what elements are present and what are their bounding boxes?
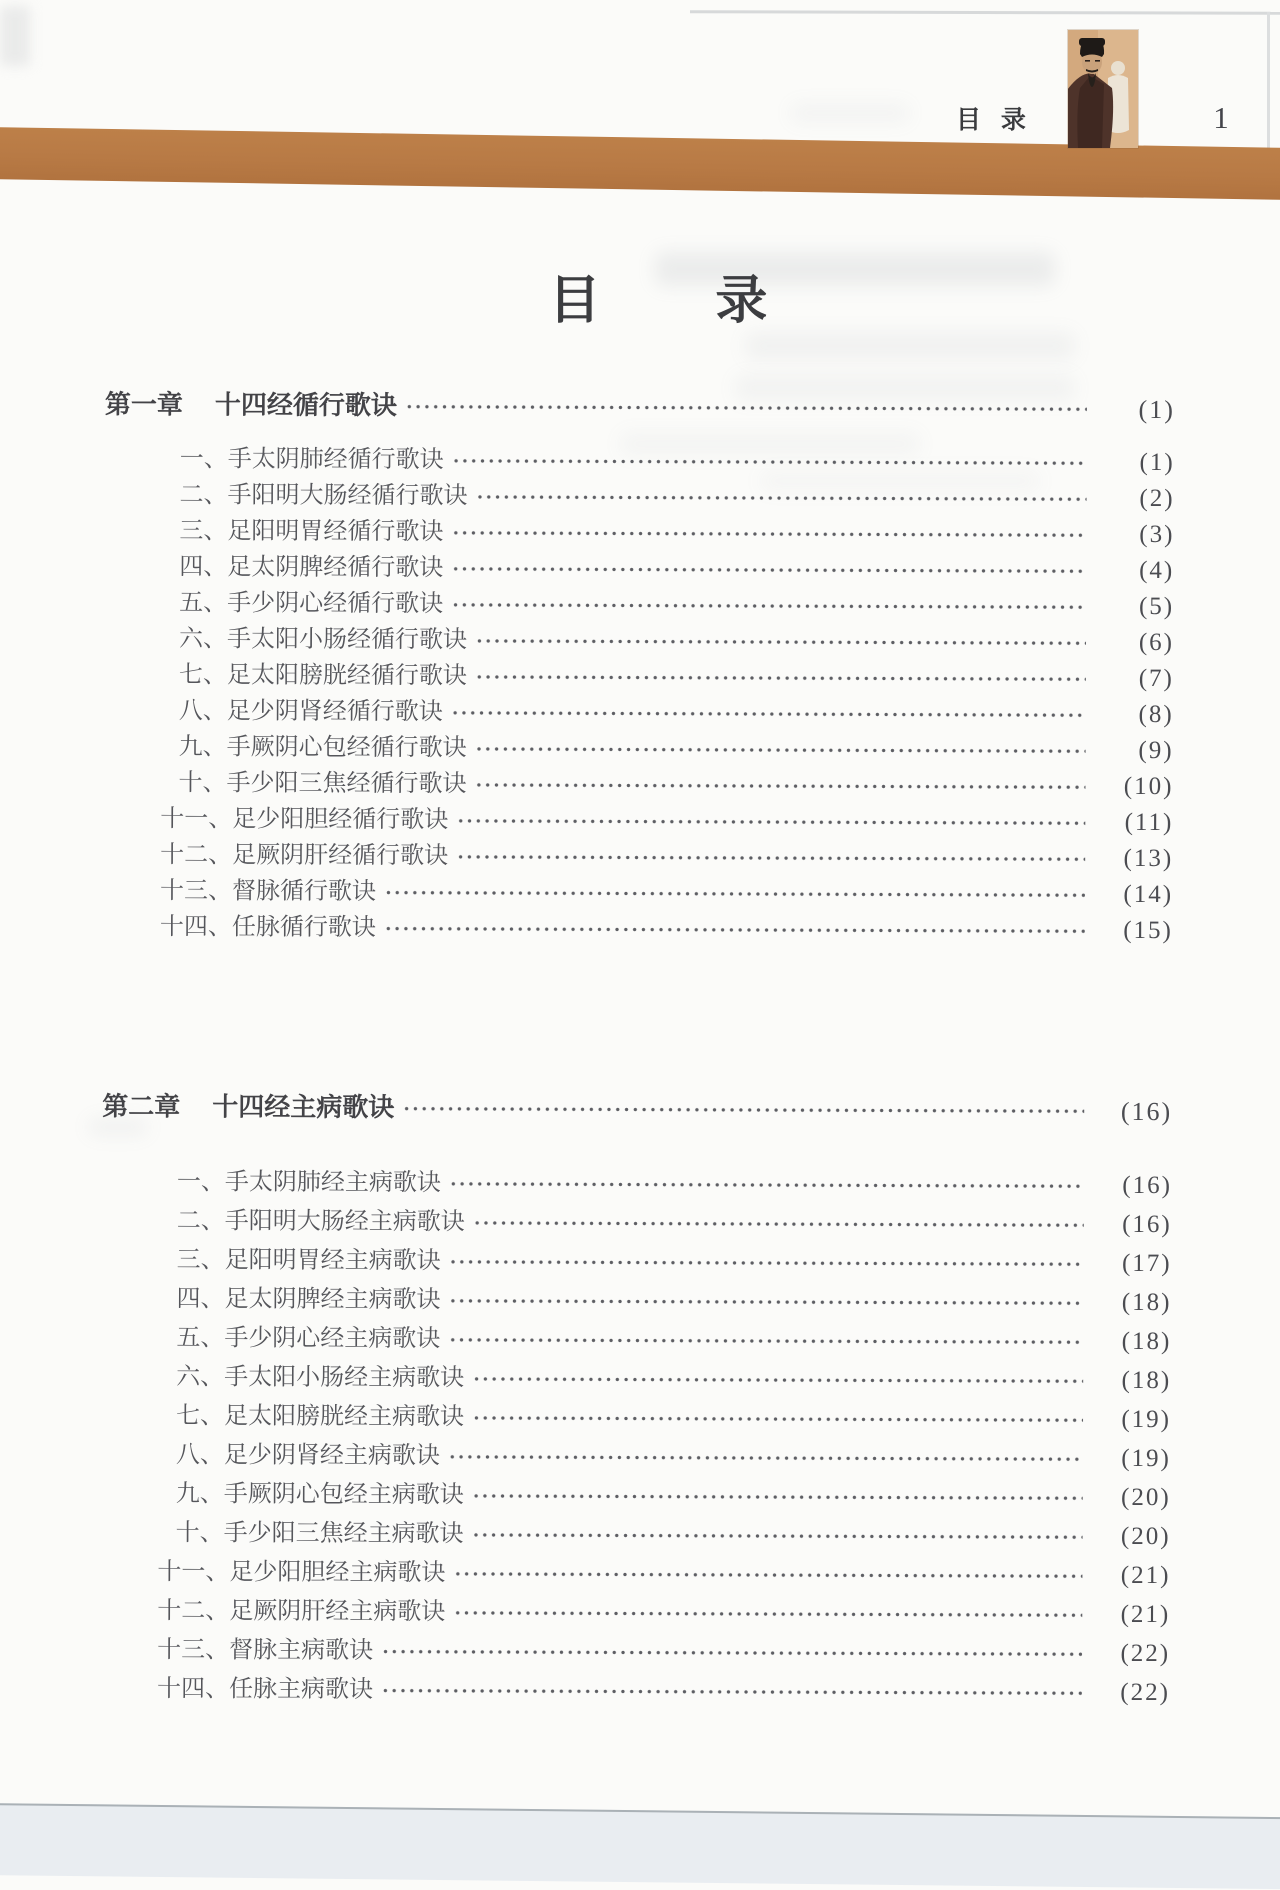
chapter-heading — [105, 385, 1175, 425]
toc-entry-title: 四、足太阴脾经循行歌诀 — [179, 554, 444, 582]
toc-entry-title: 三、足阳明胃经主病歌诀 — [176, 1247, 441, 1275]
toc-entry-page: (18) — [1121, 1366, 1172, 1395]
physician-portrait-image — [1068, 30, 1138, 148]
toc-entry-page: (2) — [1139, 484, 1175, 513]
toc-entry — [101, 1313, 1171, 1356]
toc-entry-page: (21) — [1120, 1561, 1171, 1590]
dot-leader — [447, 1253, 1084, 1272]
toc-entry-page: (16) — [1122, 1171, 1172, 1200]
toc-entry-page: (16) — [1122, 1210, 1172, 1239]
toc-entry-title: 八、足少阴肾经循行歌诀 — [178, 698, 443, 726]
toc-entry-page: (21) — [1120, 1600, 1171, 1629]
toc-entry-title: 十四、任脉循行歌诀 — [159, 914, 376, 942]
toc-entry — [105, 437, 1175, 477]
toc-entry-page: (9) — [1138, 736, 1174, 765]
toc-entry-title: 八、足少阴肾经主病歌诀 — [175, 1442, 440, 1470]
toc-entry-title: 七、足太阳膀胱经循行歌诀 — [178, 662, 467, 690]
toc-entry — [101, 1430, 1171, 1473]
toc-entry-page: (11) — [1124, 808, 1174, 837]
chapter-1-entries — [103, 437, 1175, 945]
toc-entry-title: 十、手少阳三焦经循行歌诀 — [178, 770, 467, 798]
toc-entry — [102, 1157, 1172, 1200]
toc-entry — [104, 581, 1174, 621]
bleed-through-smudge — [745, 332, 1075, 360]
toc-entry — [101, 1508, 1171, 1551]
toc-entry-page: (20) — [1121, 1483, 1171, 1512]
chapter-label: 第一章 — [104, 388, 183, 420]
dot-leader — [446, 1292, 1083, 1311]
dot-leader — [471, 1214, 1084, 1233]
toc-entry-title: 六、手太阳小肠经循行歌诀 — [178, 626, 468, 654]
dot-leader — [454, 848, 1085, 867]
dot-leader — [446, 1448, 1083, 1467]
dot-leader — [474, 488, 1087, 507]
toc-entry-title: 一、手太阴肺经主病歌诀 — [176, 1169, 441, 1197]
dot-leader — [449, 704, 1086, 723]
toc-entry-page: (20) — [1120, 1522, 1171, 1551]
toc-entry-title: 五、手少阴心经主病歌诀 — [176, 1325, 441, 1353]
chapter-page-number: (16) — [1120, 1096, 1173, 1127]
chapter-page-number: (1) — [1138, 394, 1175, 425]
dot-leader — [472, 776, 1085, 795]
toc-entry — [103, 905, 1173, 945]
toc-entry-title: 四、足太阴脾经主病歌诀 — [176, 1286, 441, 1314]
toc-entry-page: (13) — [1123, 844, 1174, 873]
dot-leader — [451, 1565, 1082, 1584]
toc-entry-title: 三、足阳明胃经循行歌诀 — [179, 518, 444, 546]
toc-entry-title: 十一、足少阳胆经主病歌诀 — [157, 1559, 446, 1587]
page-title: 目 录 — [548, 272, 772, 330]
toc-entry — [104, 725, 1174, 765]
toc-entry-title: 十四、任脉主病歌诀 — [156, 1676, 374, 1704]
toc-entry — [101, 1391, 1171, 1434]
toc-entry-title: 十三、督脉主病歌诀 — [157, 1637, 374, 1665]
scan-edge-top-line — [690, 10, 1280, 15]
dot-leader — [447, 1175, 1084, 1194]
scan-corner-smudge — [0, 6, 30, 66]
running-header: 目 录 — [956, 106, 1028, 134]
toc-entry-page: (19) — [1121, 1405, 1172, 1434]
toc-entry-title: 十三、督脉循行歌诀 — [160, 878, 377, 906]
toc-entry — [104, 689, 1174, 729]
toc-entry-title: 七、足太阳膀胱经主病歌诀 — [175, 1403, 465, 1431]
toc-entry — [100, 1664, 1170, 1707]
chapter-label: 第二章 — [102, 1090, 181, 1122]
toc-entry-title: 二、手阳明大肠经循行歌诀 — [179, 482, 468, 510]
toc-entry-page: (22) — [1120, 1678, 1171, 1707]
dot-leader — [379, 1682, 1082, 1702]
toc-entry — [103, 833, 1173, 873]
toc-entry — [104, 617, 1174, 657]
toc-entry-page: (6) — [1138, 628, 1175, 657]
dot-leader — [451, 1604, 1082, 1623]
toc-entry — [101, 1274, 1171, 1317]
toc-entry — [103, 797, 1173, 837]
dot-leader — [449, 524, 1086, 543]
toc-entry-title: 九、手厥阴心包经循行歌诀 — [178, 734, 467, 762]
toc-entry-page: (22) — [1120, 1639, 1171, 1668]
toc-entry — [102, 1235, 1172, 1278]
toc-entry-title: 一、手太阴肺经循行歌诀 — [179, 446, 444, 474]
bleed-through-smudge — [790, 103, 910, 123]
toc-entry — [100, 1586, 1170, 1629]
toc-entry-page: (10) — [1123, 772, 1174, 801]
toc-entry — [104, 653, 1174, 693]
spacer — [102, 1123, 1172, 1161]
dot-leader — [400, 1100, 1084, 1120]
toc-entry — [102, 1196, 1172, 1239]
dot-leader — [470, 1487, 1083, 1506]
toc-entry-title: 十二、足厥阴肝经循行歌诀 — [160, 842, 449, 870]
chapter-2-entries — [100, 1157, 1172, 1707]
toc-entry — [100, 1625, 1170, 1668]
toc-entry-page: (18) — [1121, 1327, 1172, 1356]
dot-leader — [382, 920, 1085, 940]
chapter-title: 十四经循行歌诀 — [214, 389, 398, 421]
toc-entry-page: (18) — [1121, 1288, 1172, 1317]
dot-leader — [382, 884, 1085, 904]
scan-edge-right-line — [1267, 12, 1270, 162]
toc-entry-page: (19) — [1121, 1444, 1171, 1473]
chapter-heading — [102, 1087, 1172, 1127]
toc-entry — [104, 509, 1174, 549]
spacer — [102, 941, 1173, 1091]
dot-leader — [446, 1331, 1083, 1350]
toc-entry — [103, 761, 1173, 801]
toc-entry — [105, 473, 1175, 513]
physician-portrait-art — [1068, 30, 1138, 148]
dot-leader — [450, 452, 1087, 471]
dot-leader — [473, 632, 1086, 651]
toc-entry-page: (5) — [1138, 592, 1175, 621]
toc-entry-page: (8) — [1138, 700, 1174, 729]
toc-entry — [101, 1352, 1171, 1395]
toc-entry-page: (1) — [1139, 448, 1175, 477]
toc-entry-title: 十、手少阳三焦经主病歌诀 — [175, 1520, 464, 1548]
dot-leader — [473, 740, 1086, 759]
dot-leader — [379, 1643, 1082, 1663]
toc-entry-title: 十二、足厥阴肝经主病歌诀 — [157, 1598, 446, 1626]
dot-leader — [473, 668, 1086, 687]
toc-entry — [101, 1469, 1171, 1512]
dot-leader — [470, 1526, 1083, 1545]
toc-entry-page: (4) — [1139, 556, 1175, 585]
table-of-contents — [100, 385, 1175, 1707]
toc-entry — [103, 869, 1173, 909]
scanner-background-strip — [0, 1803, 1280, 1889]
toc-entry — [100, 1547, 1170, 1590]
toc-entry-page: (7) — [1138, 664, 1174, 693]
toc-entry-title: 二、手阳明大肠经主病歌诀 — [176, 1208, 465, 1236]
toc-entry-title: 五、手少阴心经循行歌诀 — [179, 590, 444, 618]
dot-leader — [470, 1409, 1083, 1428]
toc-entry-title: 九、手厥阴心包经主病歌诀 — [175, 1481, 464, 1509]
toc-entry — [104, 545, 1174, 585]
toc-entry-title: 十一、足少阳胆经循行歌诀 — [160, 806, 449, 834]
dot-leader — [449, 560, 1086, 579]
toc-entry-page: (15) — [1123, 916, 1173, 945]
toc-entry-page: (3) — [1139, 520, 1175, 549]
dot-leader — [470, 1370, 1083, 1389]
dot-leader — [454, 812, 1085, 831]
toc-entry-title: 六、手太阳小肠经主病歌诀 — [176, 1364, 465, 1392]
dot-leader — [449, 596, 1086, 615]
toc-entry-page: (14) — [1123, 880, 1174, 909]
toc-entry-page: (17) — [1121, 1249, 1172, 1278]
dot-leader — [403, 398, 1087, 418]
chapter-title: 十四经主病歌诀 — [212, 1091, 395, 1123]
page-number: 1 — [1213, 100, 1229, 135]
